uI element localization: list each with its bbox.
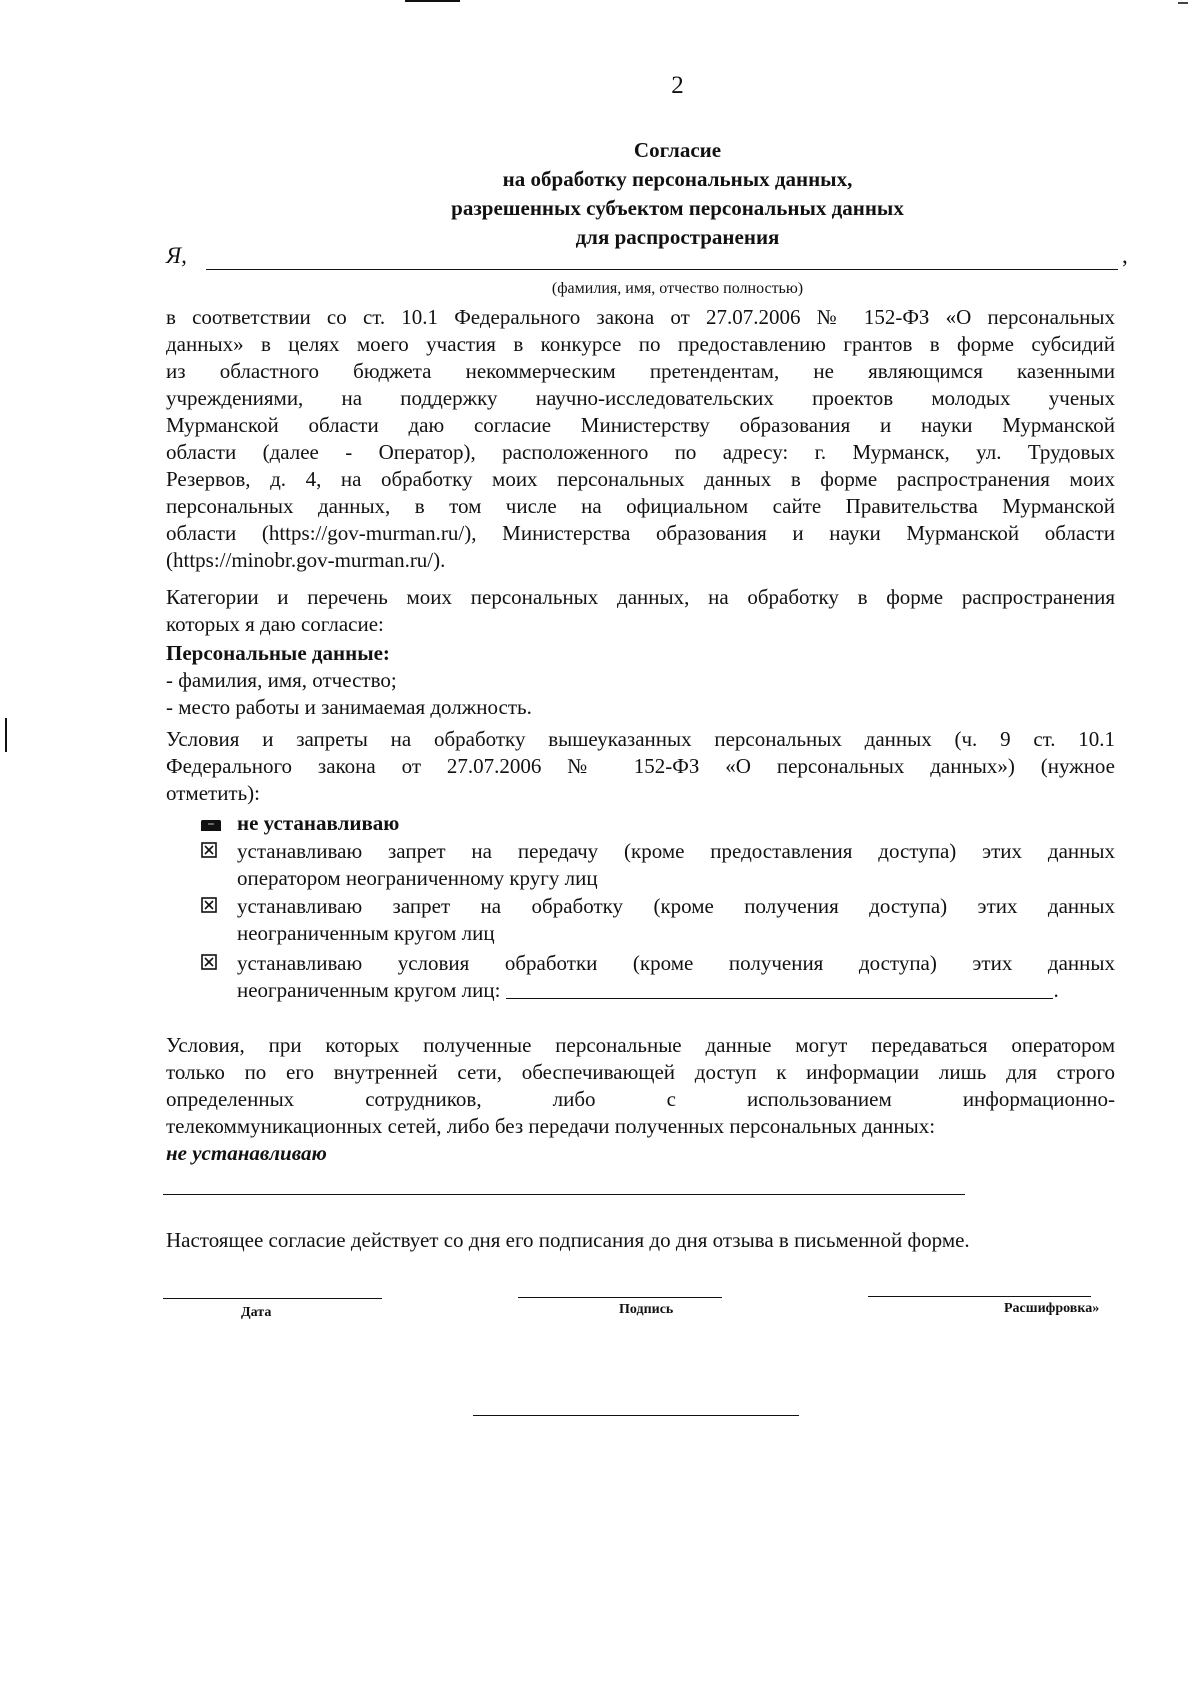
answer-underline	[163, 1194, 965, 1195]
title-line-1: Согласие	[633, 138, 722, 162]
network-answer: не устанавливаю	[166, 1141, 327, 1165]
date-label: Дата	[241, 1305, 272, 1320]
main-line: (https://minobr.gov-murman.ru/).	[166, 548, 446, 572]
corner-mark	[1178, 2, 1188, 4]
main-line: Мурманской области даю согласие Министерству образования и науки Мурманской	[166, 413, 1115, 437]
option-line: неограниченным кругом лиц:	[237, 978, 501, 1002]
option-text	[237, 893, 1115, 947]
subject-label: Я,	[166, 243, 187, 268]
option-text	[237, 810, 1115, 837]
title-line-4: для распространения	[575, 225, 780, 249]
subject-comma: ,	[1122, 243, 1128, 268]
crossed-checkbox-icon[interactable]	[201, 842, 217, 858]
signature-label: Подпись	[619, 1302, 674, 1317]
personal-data-item: - фамилия, имя, отчество;	[166, 668, 397, 692]
conditions-line: отметить):	[166, 781, 261, 805]
crossed-checkbox-icon[interactable]	[201, 897, 217, 913]
main-paragraph	[166, 304, 1115, 574]
option-line: устанавливаю запрет на обработку (кроме получения доступа) этих данных	[237, 894, 1115, 918]
validity-text: Настоящее согласие действует со дня его подписания до дня отзыва в письменной форме.	[166, 1228, 970, 1252]
validity-statement	[166, 1227, 1115, 1254]
signature-line[interactable]	[518, 1297, 722, 1298]
option-line: неограниченным кругом лиц	[237, 921, 495, 945]
document-title	[0, 136, 1200, 252]
option-line-with-blank	[237, 977, 1115, 1004]
subject-name-row	[166, 243, 1132, 273]
network-line: определенных сотрудников, либо с использованием информационно-	[166, 1087, 1115, 1111]
categories-line: Категории и перечень моих персональных данных, на обработку в форме распространения	[166, 585, 1115, 609]
network-conditions	[166, 1032, 1115, 1167]
option-text	[237, 838, 1115, 892]
categories-paragraph	[166, 584, 1115, 638]
main-line: данных» в целях моего участия в конкурсе по предоставлению грантов в форме субсидий	[166, 332, 1115, 356]
option-line: устанавливаю условия обработки (кроме получения доступа) этих данных	[237, 951, 1115, 975]
main-line: области (https://gov-murman.ru/), Министерства образования и науки Мурманской области	[166, 521, 1115, 545]
personal-data-item: - место работы и занимаемая должность.	[166, 695, 532, 719]
main-line: области (далее - Оператор), расположенного по адресу: г. Мурманск, ул. Трудовых	[166, 440, 1115, 464]
title-line-3: разрешенных субъектом персональных данных	[451, 196, 904, 220]
main-line: Резервов, д. 4, на обработку моих персональных данных в форме распространения моих	[166, 467, 1115, 491]
option-line: устанавливаю запрет на передачу (кроме предоставления доступа) этих данных	[237, 839, 1115, 863]
date-line[interactable]	[163, 1298, 382, 1299]
personal-data-section	[166, 640, 1115, 721]
main-line: в соответствии со ст. 10.1 Федерального закона от 27.07.2006 № 152-ФЗ «О персональных	[166, 305, 1115, 329]
conditions-line: Условия и запреты на обработку вышеуказанных персональных данных (ч. 9 ст. 10.1	[166, 727, 1115, 751]
crossed-checkbox-icon[interactable]	[201, 954, 217, 970]
main-line: учреждениями, на поддержку научно-исследовательских проектов молодых ученых	[166, 386, 1115, 410]
subject-name-field[interactable]	[206, 269, 1118, 270]
margin-tick	[5, 718, 7, 752]
conditions-blank-field[interactable]	[506, 998, 1053, 999]
trailing-period: .	[1053, 978, 1059, 1002]
decoding-line[interactable]	[868, 1296, 1091, 1297]
end-separator	[473, 1415, 799, 1416]
option-text	[237, 950, 1115, 1004]
option-line: не устанавливаю	[237, 811, 400, 835]
main-line: из областного бюджета некоммерческим претендентам, не являющимся казенными	[166, 359, 1115, 383]
option-line: оператором неограниченному кругу лиц	[237, 866, 598, 890]
categories-line: которых я даю согласие:	[166, 612, 384, 636]
decoding-label: Расшифровка»	[1004, 1301, 1100, 1316]
checked-checkbox-icon[interactable]	[201, 820, 221, 831]
personal-data-heading: Персональные данные:	[166, 641, 390, 665]
main-line: персональных данных, в том числе на официальном сайте Правительства Мурманской	[166, 494, 1115, 518]
title-line-2: на обработку персональных данных,	[502, 167, 853, 191]
page-number: 2	[671, 72, 684, 99]
network-line: только по его внутренней сети, обеспечивающей доступ к информации лишь для строго	[166, 1060, 1115, 1084]
network-line: Условия, при которых полученные персональные данные могут передаваться оператором	[166, 1033, 1115, 1057]
conditions-intro	[166, 726, 1115, 807]
network-line: телекоммуникационных сетей, либо без передачи полученных персональных данных:	[166, 1114, 936, 1138]
conditions-line: Федерального закона от 27.07.2006 № 152-ФЗ «О персональных данных») (нужное	[166, 754, 1115, 778]
fio-hint: (фамилия, имя, отчество полностью)	[551, 280, 804, 297]
top-rule	[405, 0, 460, 2]
